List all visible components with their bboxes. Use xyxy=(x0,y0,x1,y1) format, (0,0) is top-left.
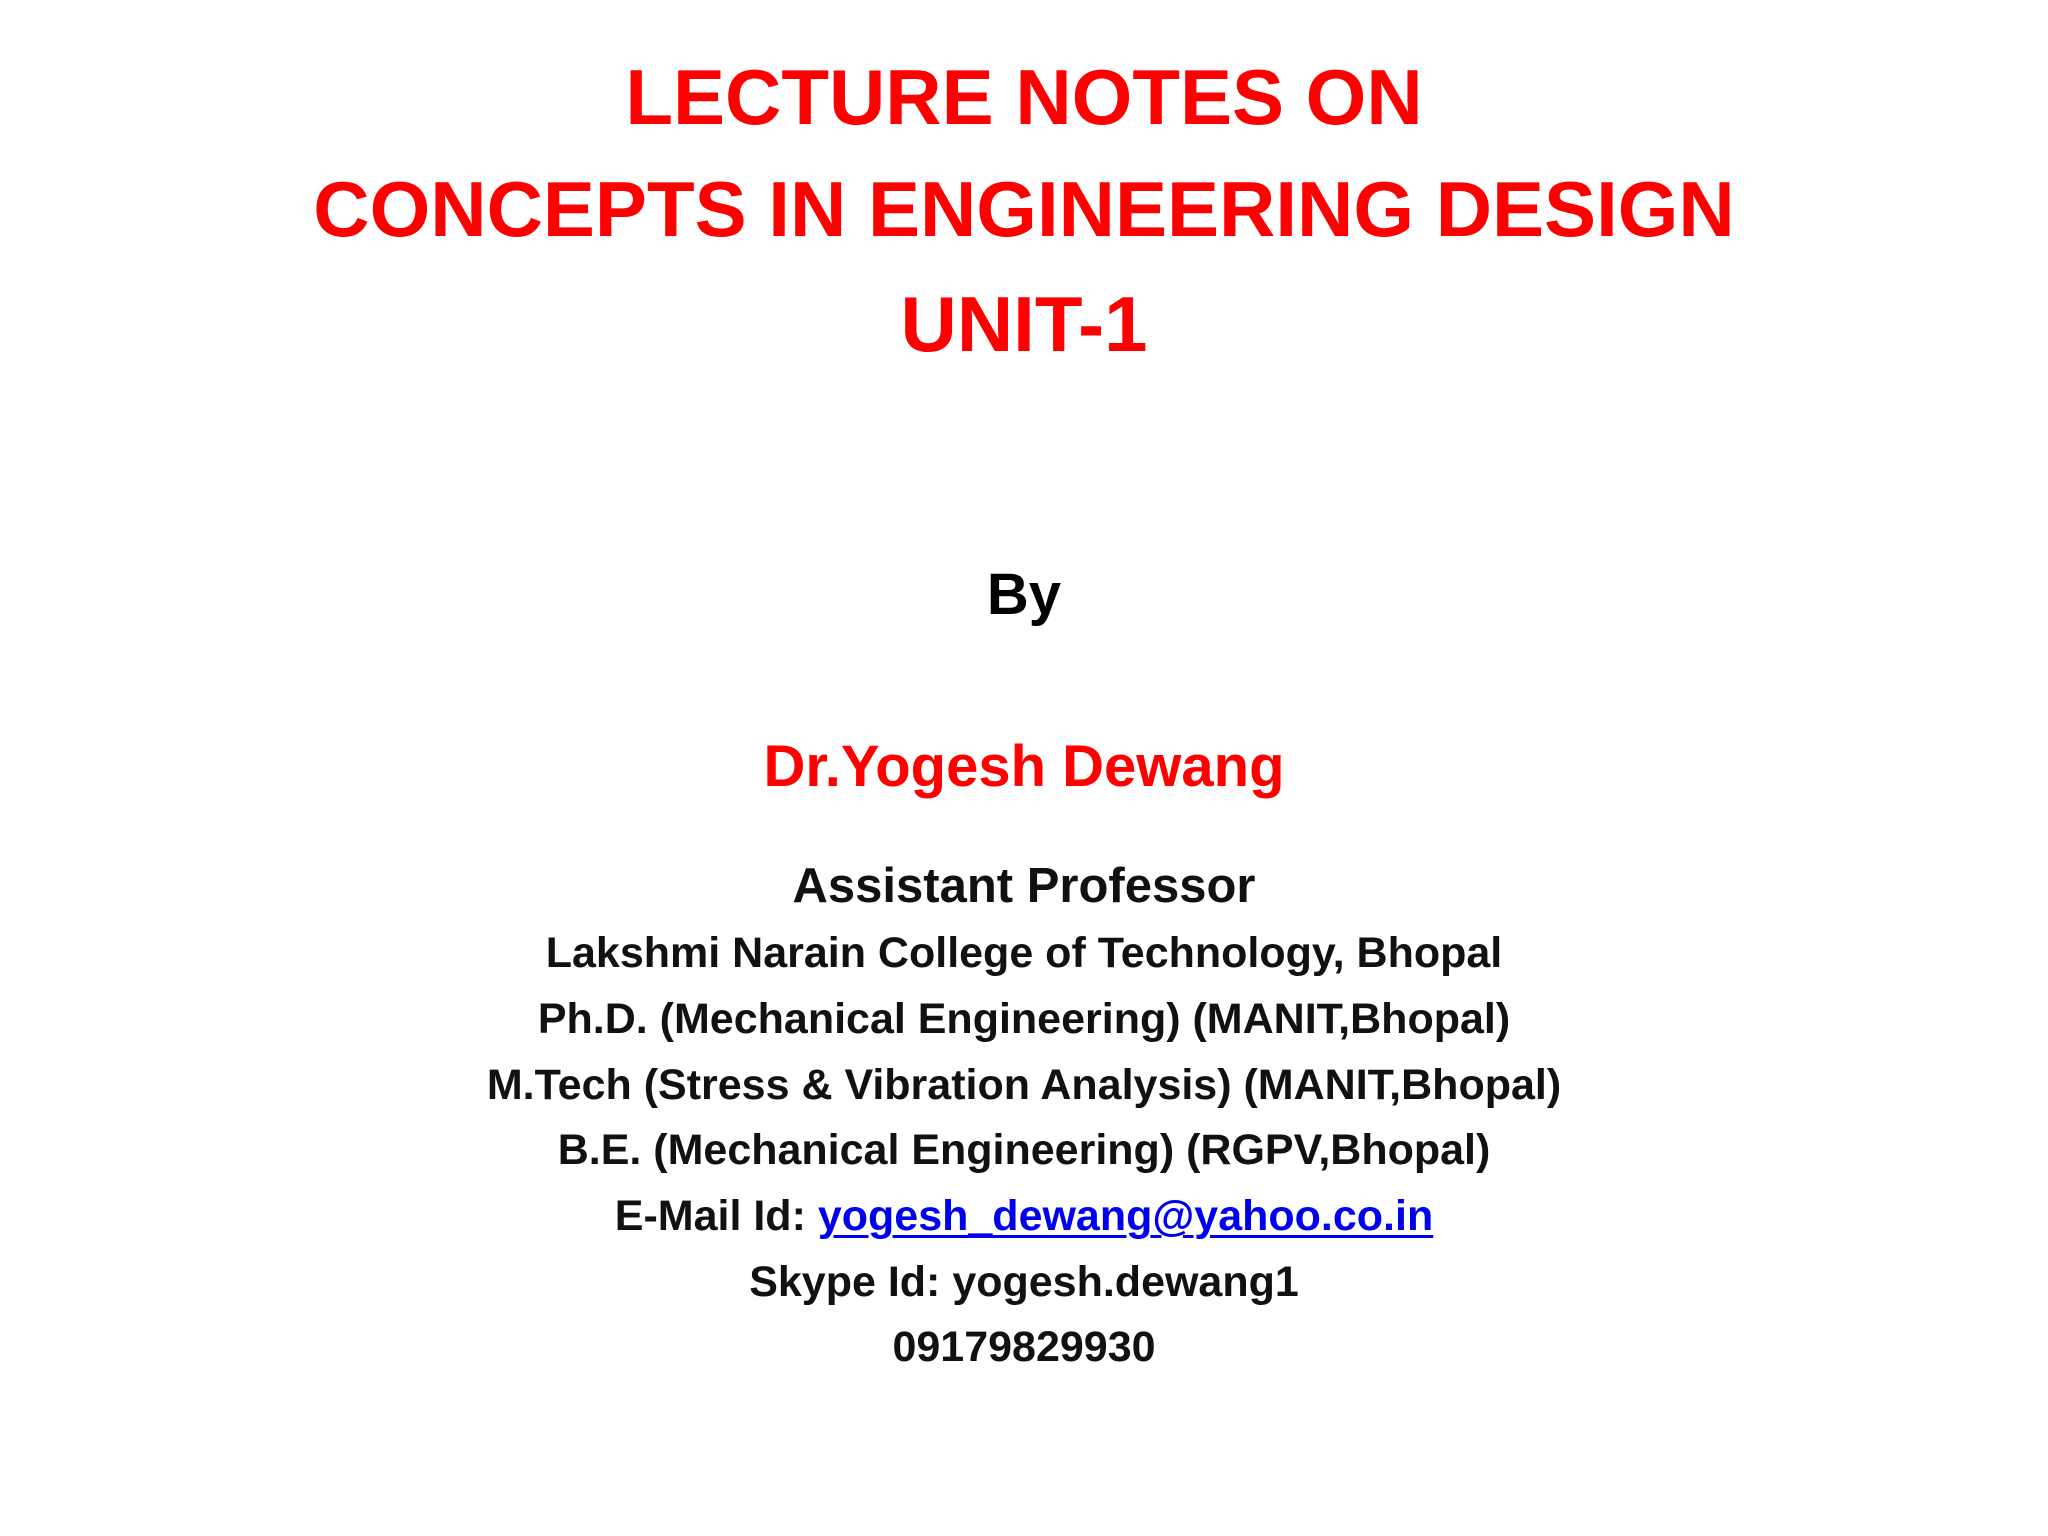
email-link[interactable]: yogesh_dewang@yahoo.co.in xyxy=(817,1192,1434,1240)
qualification-be: B.E. (Mechanical Engineering) (RGPV,Bhopal) xyxy=(557,1126,1491,1174)
author-institution: Lakshmi Narain College of Technology, Bhopal xyxy=(545,929,1503,977)
phone-number: 09179829930 xyxy=(892,1323,1156,1371)
qualification-phd: Ph.D. (Mechanical Engineering) (MANIT,Bhopal) xyxy=(537,995,1511,1043)
email-line xyxy=(0,1192,2048,1240)
title-line-2: CONCEPTS IN ENGINEERING DESIGN xyxy=(313,165,1735,253)
title-line-1: LECTURE NOTES ON xyxy=(625,53,1423,141)
skype-id: Skype Id: yogesh.dewang1 xyxy=(749,1258,1299,1306)
qualification-mtech: M.Tech (Stress & Vibration Analysis) (MANIT,Bhopal) xyxy=(486,1061,1562,1109)
byline: By xyxy=(986,562,1062,627)
email-label: E-Mail Id: xyxy=(614,1192,818,1240)
author-position: Assistant Professor xyxy=(792,859,1256,913)
author-name: Dr.Yogesh Dewang xyxy=(763,734,1285,799)
title-line-3: UNIT-1 xyxy=(900,280,1148,368)
